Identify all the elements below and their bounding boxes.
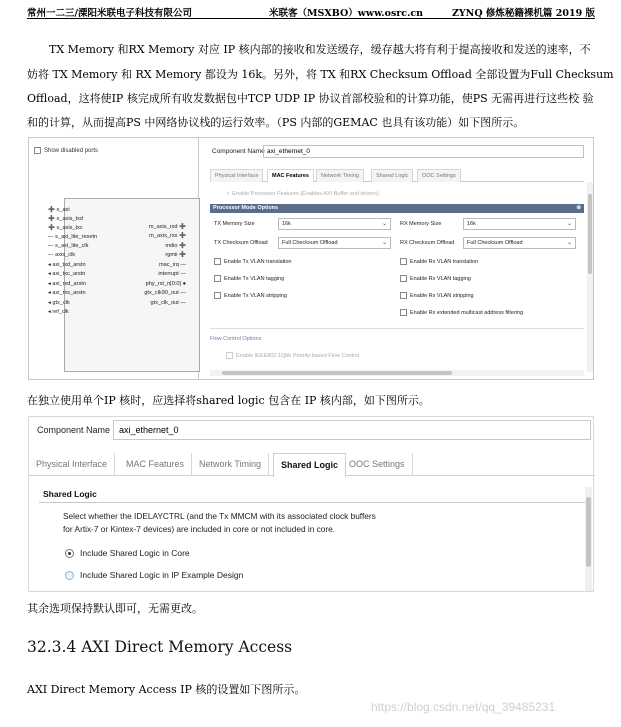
rx-multicast-filtering-checkbox[interactable]: Enable Rx extended multicast address filtering (400, 309, 523, 316)
right-pin: interrupt — (158, 271, 186, 277)
tab-network-timing[interactable]: Network Timing (192, 453, 269, 476)
port-icon: ◂ (48, 309, 53, 315)
right-pin: m_axis_rxd ➕ (148, 224, 186, 230)
port-icon: — (178, 300, 186, 306)
tx-vlan-translation-checkbox[interactable]: Enable Tx VLAN translation (214, 258, 291, 265)
expand-icon: ➕ (177, 252, 186, 258)
tab-physical-interface[interactable]: Physical Interface (29, 453, 115, 476)
tab-physical-interface[interactable]: Physical Interface (210, 169, 263, 182)
paragraph-line: 妨将 TX Memory 和 RX Memory 都设为 16k。另外，将 TX 和RX Checksum Offload 全部设置为Full Checksum (27, 68, 614, 81)
horizontal-scrollbar[interactable] (210, 370, 584, 376)
expand-icon: ➕ (48, 216, 57, 222)
radio-selected-icon (65, 549, 74, 558)
right-pin: m_axis_rxs ➕ (149, 233, 186, 239)
port-icon: ◂ (48, 300, 53, 306)
rx-memory-label: RX Memory Size (400, 221, 442, 227)
tx-vlan-stripping-checkbox[interactable]: Enable Tx VLAN stripping (214, 292, 287, 299)
chevron-down-icon: ⌄ (381, 221, 387, 227)
header-right: ZYNQ 修炼秘籍裸机篇 2019 版 (451, 8, 595, 19)
left-pin: ◂ axi_rxd_arstn (48, 281, 86, 287)
rx-vlan-tagging-checkbox[interactable]: Enable Rx VLAN tagging (400, 275, 471, 282)
left-pin: ◂ axi_txc_arstn (48, 271, 86, 277)
tx-memory-label: TX Memory Size (214, 221, 255, 227)
checkbox-icon (34, 147, 41, 154)
header-center: 米联客（MSXBO）www.osrc.cn (269, 8, 424, 19)
port-icon: — (178, 271, 186, 277)
rx-checksum-label: RX Checksum Offload (400, 240, 455, 246)
section-header: Processor Mode Options ⊗ (210, 204, 584, 213)
component-name-label: Component Name (37, 425, 111, 435)
enable-processor-features[interactable]: ✓ Enable Processor Features (Enables AXI Buffer and drivers) (226, 191, 379, 197)
left-pin: ➕ s_axi (48, 207, 70, 213)
paragraph: 在独立使用单个IP 核时，应选择将shared logic 包含在 IP 核内部，如下图所示。 (27, 394, 430, 407)
paragraph: AXI Direct Memory Access IP 核的设置如下图所示。 (27, 683, 306, 696)
component-name-input[interactable]: axi_ethernet_0 (263, 145, 584, 158)
port-icon: ◂ (48, 290, 53, 296)
expand-icon: ➕ (48, 207, 57, 213)
left-pin: ◂ gtx_clk (48, 300, 70, 306)
right-pin: rgmii ➕ (165, 252, 186, 258)
description: Select whether the IDELAYCTRL (and the Tx MMCM with its associated clock buffers for Artix-7 or Kintex-7 devices) are included in core or not included in core. (63, 511, 376, 534)
left-pin: ◂ axi_txd_arstn (48, 262, 86, 268)
left-pin: ➕ s_axis_txc (48, 225, 83, 231)
tab-bar (29, 453, 595, 476)
radio-unselected-icon (65, 571, 74, 580)
scroll-thumb[interactable] (586, 497, 591, 567)
paragraph: 其余选项保持默认即可，无需更改。 (27, 602, 203, 615)
show-disabled-ports-checkbox[interactable]: Show disabled ports (34, 147, 98, 154)
include-in-example-radio[interactable]: Include Shared Logic in IP Example Design (65, 570, 243, 580)
right-pin: gtx_clk_out — (150, 300, 186, 306)
divider (210, 328, 584, 329)
expand-icon: ➕ (48, 225, 57, 231)
right-pin: gtx_clk90_out — (144, 290, 186, 296)
tx-memory-select[interactable]: 16k ⌄ (278, 218, 391, 230)
divider (39, 502, 587, 503)
port-icon: — (178, 290, 186, 296)
tx-vlan-tagging-checkbox[interactable]: Enable Tx VLAN tagging (214, 275, 284, 282)
left-pin: — s_axi_lite_resetn (48, 234, 98, 240)
include-in-core-radio[interactable]: Include Shared Logic in Core (65, 548, 190, 558)
right-pin: phy_rst_n[0:0] ● (145, 281, 186, 287)
left-pin: — s_axi_lite_clk (48, 243, 89, 249)
ieee-flow-control-checkbox[interactable]: Enable IEEE802.1Qbb Priority-based Flow Control (226, 352, 359, 359)
section-title: Shared Logic (43, 489, 97, 499)
port-icon: — (178, 262, 186, 268)
chevron-down-icon: ⌄ (381, 240, 387, 246)
scroll-thumb[interactable] (588, 194, 592, 274)
component-name-input[interactable]: axi_ethernet_0 (113, 420, 591, 440)
left-pin: ◂ ref_clk (48, 309, 69, 315)
tab-mac-features[interactable]: MAC Features (119, 453, 192, 476)
paragraph-line: Offload，这将使IP 核完成所有收发数据包中TCP UDP IP 协议首部校验和的计算功能，使PS 无需再进行这些校 验 (27, 92, 594, 105)
vertical-scrollbar[interactable] (585, 487, 592, 591)
flow-control-title: Flow Control Options (210, 336, 262, 342)
port-icon: — (48, 234, 56, 240)
port-icon: — (48, 243, 56, 249)
paragraph-line: 和的计算，从而提高PS 中网络协议栈的运行效率。（PS 内部的GEMAC 也具有该功能）如下图所示。 (27, 116, 525, 129)
vertical-scrollbar[interactable] (587, 182, 593, 372)
left-pin: ◂ axi_rxs_arstn (48, 290, 86, 296)
watermark: https://blog.csdn.net/qq_39485231 (371, 700, 556, 714)
port-icon: ◂ (48, 271, 53, 277)
check-icon: ✓ (226, 191, 231, 197)
tab-bar (210, 169, 584, 182)
tab-shared-logic[interactable]: Shared Logic (273, 453, 346, 477)
block-diagram-panel (29, 138, 199, 379)
port-icon: ● (181, 281, 186, 287)
tab-mac-features[interactable]: MAC Features (267, 169, 314, 182)
collapse-icon[interactable]: ⊗ (576, 205, 581, 211)
rx-memory-select[interactable]: 16k ⌄ (463, 218, 576, 230)
expand-icon: ➕ (177, 243, 186, 249)
figure-shared-logic (28, 416, 594, 592)
paragraph-line: TX Memory 和RX Memory 对应 IP 核内部的接收和发送缓存，缓存越大将有利于提高接收和发送的速率，不 (49, 43, 591, 56)
tab-shared-logic[interactable]: Shared Logic (371, 169, 413, 182)
left-pin: ➕ s_axis_txd (48, 216, 83, 222)
header-left: 常州一二三/溧阳米联电子科技有限公司 (27, 8, 192, 19)
tx-checksum-select[interactable]: Full Checksum Offload ⌄ (278, 237, 391, 249)
expand-icon: ➕ (177, 224, 186, 230)
figure-mac-features (28, 137, 594, 380)
tab-network-timing[interactable]: Network Timing (316, 169, 364, 182)
rx-vlan-stripping-checkbox[interactable]: Enable Rx VLAN stripping (400, 292, 474, 299)
page-header (27, 3, 595, 19)
rx-checksum-select[interactable]: Full Checksum Offload ⌄ (463, 237, 576, 249)
rx-vlan-translation-checkbox[interactable]: Enable Rx VLAN translation (400, 258, 478, 265)
tab-ooc-settings[interactable]: OOC Settings (417, 169, 461, 182)
component-name-label: Component Name (212, 148, 265, 155)
left-pin: — axis_clk (48, 252, 76, 258)
chevron-down-icon: ⌄ (566, 221, 572, 227)
right-pin: mac_irq — (158, 262, 186, 268)
tab-ooc-settings[interactable]: OOC Settings (342, 453, 413, 476)
port-icon: ◂ (48, 281, 53, 287)
expand-icon: ➕ (177, 233, 186, 239)
scroll-thumb[interactable] (222, 371, 452, 375)
port-icon: ◂ (48, 262, 53, 268)
port-icon: — (48, 252, 56, 258)
section-heading: 32.3.4 AXI Direct Memory Access (27, 638, 293, 656)
chevron-down-icon: ⌄ (566, 240, 572, 246)
right-pin: mdio ➕ (165, 243, 186, 249)
config-panel (200, 138, 593, 379)
tx-checksum-label: TX Checksum Offload (214, 240, 268, 246)
